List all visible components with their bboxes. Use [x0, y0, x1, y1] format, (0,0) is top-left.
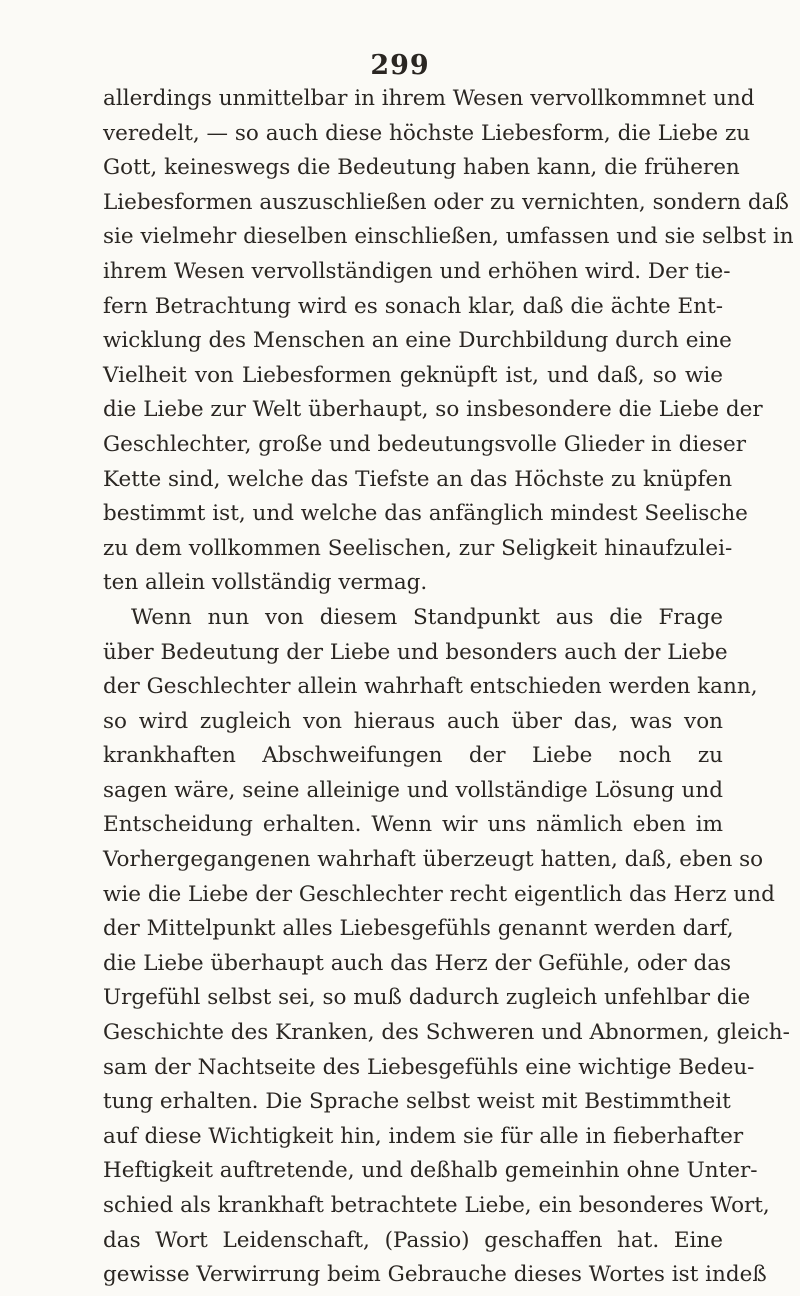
text-line: Geschlechter, große und bedeutungsvolle Glieder in dieser	[103, 431, 747, 457]
text-line: sam der Nachtseite des Liebesgefühls eine wichtige Bedeu-	[103, 1054, 755, 1080]
text-line: der Mittelpunkt alles Liebesgefühls genannt werden darf,	[103, 916, 734, 942]
text-line: Kette sind, welche das Tiefste an das Höchste zu knüpfen	[103, 466, 733, 492]
text-line: Entscheidung erhalten. Wenn wir uns nämlich eben im	[103, 812, 723, 838]
text-line: Vorhergegangenen wahrhaft überzeugt hatten, daß, eben so	[103, 847, 764, 873]
text-line: sie vielmehr dieselben einschließen, umfassen und sie selbst in	[103, 224, 794, 250]
text-line: ihrem Wesen vervollständigen und erhöhen wird. Der tie-	[103, 258, 731, 284]
text-line: Heftigkeit auftretende, und deßhalb gemeinhin ohne Unter-	[103, 1158, 758, 1184]
text-line: ten allein vollständig vermag.	[103, 570, 428, 596]
text-line: über Bedeutung der Liebe und besonders auch der Liebe	[103, 639, 728, 665]
text-line: krankhaften Abschweifungen der Liebe noch zu	[103, 743, 723, 769]
text-line: die Liebe zur Welt überhaupt, so insbesondere die Liebe der	[103, 397, 763, 423]
text-line: tung erhalten. Die Sprache selbst weist mit Bestimmtheit	[103, 1089, 731, 1115]
text-line: der Geschlechter allein wahrhaft entschieden werden kann,	[103, 674, 758, 700]
text-line: wie die Liebe der Geschlechter recht eigentlich das Herz und	[103, 881, 775, 907]
page-number: 299	[370, 50, 430, 81]
text-line: das Wort Leidenschaft, (Passio) geschaffen hat. Eine	[103, 1227, 723, 1253]
text-line: Gott, keineswegs die Bedeutung haben kann, die früheren	[103, 155, 740, 181]
body-text	[103, 82, 794, 1293]
text-line: Urgefühl selbst sei, so muß dadurch zugleich unfehlbar die	[103, 985, 751, 1011]
text-line: allerdings unmittelbar in ihrem Wesen vervollkommnet und	[103, 86, 755, 111]
text-line: Vielheit von Liebesformen geknüpft ist, und daß, so wie	[103, 362, 723, 388]
text-line: Wenn nun von diesem Standpunkt aus die Frage	[131, 604, 723, 630]
text-line: sagen wäre, seine alleinige und vollständige Lösung und	[103, 777, 723, 803]
text-line: fern Betrachtung wird es sonach klar, daß die ächte Ent-	[103, 293, 723, 319]
text-line: die Liebe überhaupt auch das Herz der Gefühle, oder das	[103, 950, 732, 976]
text-line: auf diese Wichtigkeit hin, indem sie für alle in fieberhafter	[103, 1123, 744, 1149]
text-line: schied als krankhaft betrachtete Liebe, ein besonderes Wort,	[103, 1193, 770, 1218]
text-line: bestimmt ist, und welche das anfänglich mindest Seelische	[103, 501, 748, 527]
text-line: zu dem vollkommen Seelischen, zur Seligkeit hinaufzulei-	[103, 535, 733, 561]
text-line: Liebesformen auszuschließen oder zu vernichten, sondern daß	[103, 189, 789, 215]
text-line: gewisse Verwirrung beim Gebrauche dieses Wortes ist indeß	[103, 1262, 767, 1288]
text-line: wicklung des Menschen an eine Durchbildung durch eine	[103, 328, 732, 354]
text-line: veredelt, — so auch diese höchste Liebesform, die Liebe zu	[103, 120, 751, 146]
text-line: Geschichte des Kranken, des Schweren und Abnormen, gleich-	[103, 1020, 790, 1046]
text-line: so wird zugleich von hieraus auch über das, was von	[103, 708, 723, 734]
